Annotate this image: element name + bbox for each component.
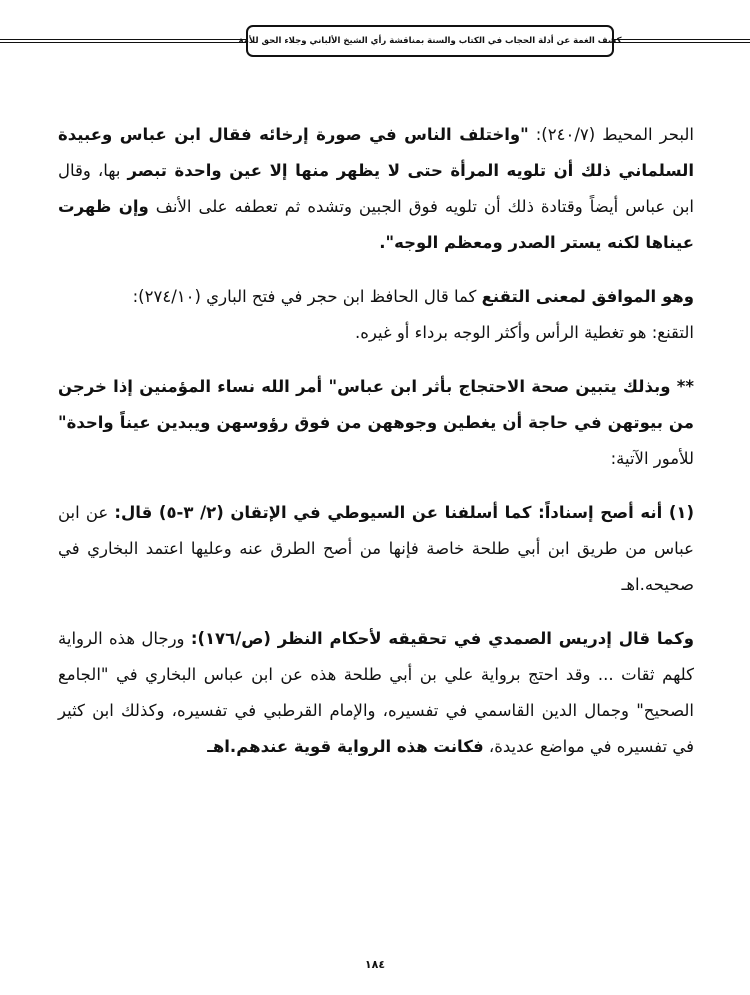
samadi-end-bold-text: فكانت هذه الرواية قوية عندهم.اهـ: [207, 737, 484, 756]
samadi-text: ورجال هذه الرواية كلهم ثقات ... وقد احتج برواية علي بن أبي طلحة هذه عن ابن عباس البخاري في "الجامع الصحيح" وجمال الدين القاسمي في تفسيره، والإمام القرطبي في تفسيره، وكذلك ابن كثير في تفسيره في مواضع عديدة،: [58, 629, 694, 756]
point-one-bold-text: (١) أنه أصح إسناداً: كما أسلفنا عن السيوطي في الإتقان (٢/ ٣-٥) قال:: [114, 503, 695, 522]
taqannu-bold-text: وهو الموافق لمعنى التقنع: [481, 287, 694, 306]
conclusion-bold-text: ** وبذلك يتبين صحة الاحتجاج بأثر ابن عباس" أمر الله نساء المؤمنين إذا خرجن من بيوتهن في حاجة أن يغطين وجوههن من فوق رؤوسهن ويبدين عيناً واحدة": [58, 377, 694, 432]
quote-bold-text: "واختلف الناس في صورة إرخائه فقال ابن عباس وعبيدة السلماني ذلك أن تلويه المرأة حتى لا يظهر منها إلا عين واحدة تبصر: [58, 125, 694, 180]
paragraph-samadi: [58, 621, 694, 765]
paragraph-taqannu-definition: التقنع: هو تغطية الرأس وأكثر الوجه برداء أو غيره.: [354, 323, 694, 342]
paragraph-conclusion: [58, 369, 694, 477]
paragraph-taqannu: [58, 279, 694, 315]
quote-end-bold-text: وإن ظهرت عيناها لكنه يستر الصدر ومعظم الوجه".: [58, 197, 694, 252]
point-one-text: عن ابن عباس من طريق ابن أبي طلحة خاصة فإنها من أصح الطرق عنه وعليها اعتمد البخاري في صحيحه.اهـ: [58, 503, 694, 594]
running-header: [238, 25, 622, 57]
citation-text: البحر المحيط (٢٤٠/٧):: [528, 125, 694, 144]
taqannu-citation: كما قال الحافظ ابن حجر في فتح الباري (٢٧٤/١٠):: [132, 287, 482, 306]
paragraph-bahr-muhit: [58, 117, 694, 261]
conclusion-text: للأمور الآتية:: [610, 449, 694, 468]
page-number: ١٨٤: [364, 958, 386, 971]
header-title: كشف الغمة عن أدلة الحجاب في الكتاب والسنة بمناقشة رأي الشيخ الألباني وجلاء الحق للأمة: [238, 36, 622, 46]
page-body: [58, 117, 694, 783]
samadi-bold-text: وكما قال إدريس الصمدي في تحقيقه لأحكام النظر (ص/١٧٦):: [190, 629, 694, 648]
quote-text: بها، وقال ابن عباس أيضاً وقتادة ذلك أن تلويه فوق الجبين وتشده ثم تعطفه على الأنف: [58, 161, 694, 216]
paragraph-point-one: [58, 495, 694, 603]
